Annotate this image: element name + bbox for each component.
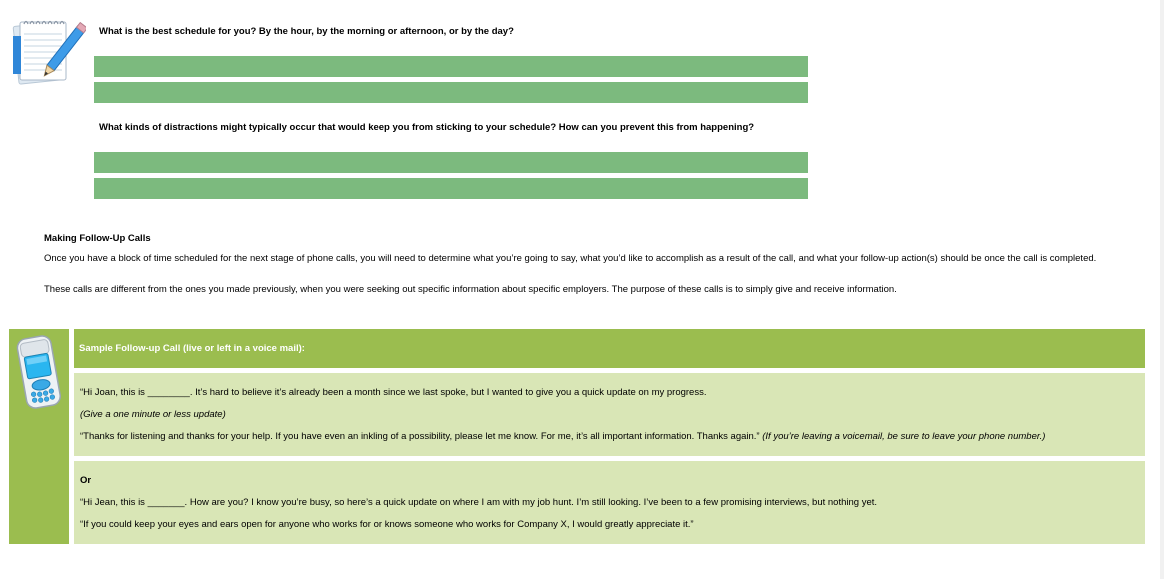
call1-line3: [80, 431, 1045, 442]
answer-field-1[interactable]: [94, 56, 808, 77]
section-paragraph-1: Once you have a block of time scheduled for the next stage of phone calls, you will need to determine what you’re going to say, what you’d like to accomplish as a result of the call, and what your follow-up action(s) should be once the call is completed.: [44, 253, 1097, 264]
call2-line2: “If you could keep your eyes and ears open for anyone who works for or knows someone who works for Company X, I would greatly appreciate it.”: [80, 519, 694, 530]
or-label: Or: [80, 475, 92, 486]
question-schedule: What is the best schedule for you? By the hour, by the morning or afternoon, or by the day?: [99, 26, 514, 37]
sample-title: Sample Follow-up Call (live or left in a voice mail):: [79, 343, 305, 354]
call1-line3-text: “Thanks for listening and thanks for your help. If you have even an inkling of a possibility, please let me know. For me, it’s all important information. Thanks again.”: [80, 431, 760, 442]
section-heading: Making Follow-Up Calls: [44, 233, 151, 244]
call1-line2: (Give a one minute or less update): [80, 409, 226, 420]
sample-title-bar: [74, 329, 1145, 368]
answer-field-3[interactable]: [94, 152, 808, 173]
section-paragraph-2: These calls are different from the ones you made previously, when you were seeking out specific information about specific employers. The purpose of these calls is to simply give and receive information.: [44, 284, 897, 295]
answer-field-2[interactable]: [94, 82, 808, 103]
question-distractions: What kinds of distractions might typically occur that would keep you from sticking to your schedule? How can you prevent this from happening?: [99, 122, 755, 133]
sample-call-box-1: [74, 373, 1145, 456]
answer-field-4[interactable]: [94, 178, 808, 199]
notepad-pencil-icon: [12, 16, 86, 90]
handheld-phone-icon: [12, 333, 66, 411]
call1-line3-note: (If you’re leaving a voicemail, be sure to leave your phone number.): [762, 431, 1046, 442]
call1-line1: “Hi Joan, this is ________. It’s hard to believe it’s already been a month since we last spoke, but I wanted to give you a quick update on my progress.: [80, 387, 707, 398]
page-edge-scrollbar[interactable]: [1160, 0, 1164, 579]
call2-line1: “Hi Jean, this is _______. How are you? I know you’re busy, so here’s a quick update on where I am with my job hunt. I’m still looking. I’ve been to a few promising interviews, but nothing yet.: [80, 497, 878, 508]
sample-call-box-2: [74, 461, 1145, 544]
